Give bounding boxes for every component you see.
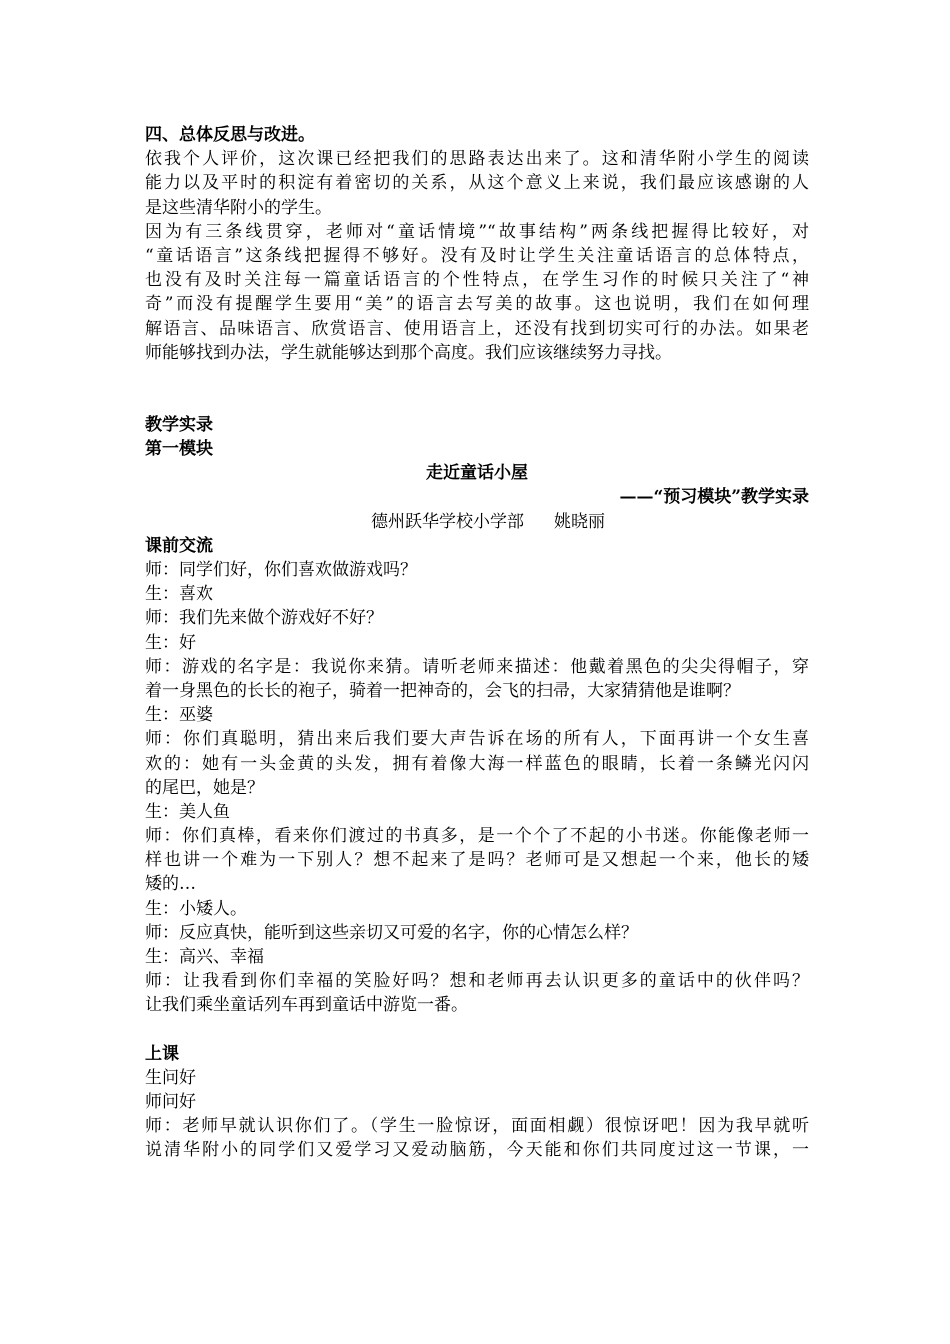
document-page	[145, 123, 809, 1163]
paragraph-line: 师：你们真棒，看来你们渡过的书真多，是一个个了不起的小书迷。你能像老师一	[145, 826, 809, 847]
dialogue-dwarf	[145, 824, 809, 897]
dialogue-line: 生：喜欢	[145, 584, 213, 605]
school-name: 德州跃华学校小学部	[371, 511, 524, 532]
paragraph-line: 师能够找到办法，学生就能够达到那个高度。我们应该继续努力寻找。	[145, 342, 672, 363]
paragraph-line: 师：老师早就认识你们了。（学生一脸惊讶，面面相觑）很惊讶吧！因为我早就听	[145, 1116, 809, 1137]
dialogue-train	[145, 969, 809, 1017]
paragraph-line: 师：游戏的名字是：我说你来猜。请听老师来描述：他戴着黑色的尖尖得帽子，穿	[145, 656, 809, 677]
dialogue-line: 师：同学们好，你们喜欢做游戏吗？	[145, 560, 417, 580]
dialogue-game	[145, 655, 809, 703]
author-name: 姚晓丽	[554, 511, 605, 532]
dialogue-line: 生：好	[145, 632, 196, 653]
dialogue-line: 生：巫婆	[145, 705, 213, 726]
dialogue-line: 师：反应真快，能听到这些亲切又可爱的名字，你的心情怎么样？	[145, 922, 638, 943]
module-heading: 第一模块	[145, 439, 213, 460]
pre-class-heading: 课前交流	[145, 535, 213, 556]
paragraph-line: 欢的：她有一头金黄的头发，拥有着像大海一样蓝色的眼睛，长着一条鳞光闪闪	[145, 753, 809, 774]
paragraph-three-lines	[145, 220, 809, 365]
paragraph-line: 是这些清华附小的学生。	[145, 197, 332, 218]
paragraph-line: 也没有及时关注每一篇童话语言的个性特点，在学生习作的时候只关注了“神	[145, 270, 809, 291]
dialogue-line: 生：美人鱼	[145, 801, 230, 822]
paragraph-evaluation	[145, 147, 809, 220]
paragraph-line: 师：让我看到你们幸福的笑脸好吗？想和老师再去认识更多的童话中的伙伴吗？	[145, 971, 809, 992]
lesson-title: 走近童话小屋	[426, 463, 528, 484]
dialogue-line: 生问好	[145, 1067, 196, 1088]
paragraph-line: 因为有三条线贯穿，老师对“童话情境”“故事结构”两条线把握得比较好，对	[145, 221, 809, 242]
class-heading: 上课	[145, 1043, 179, 1064]
dialogue-line: 生：小矮人。	[145, 898, 247, 919]
paragraph-line: 师：你们真聪明，猜出来后我们要大声告诉在场的所有人，下面再讲一个女生喜	[145, 729, 809, 750]
dialogue-line: 师：我们先来做个游戏好不好？	[145, 608, 383, 629]
paragraph-line: 解语言、品味语言、欣赏语言、使用语言上，还没有找到切实可行的办法。如果老	[145, 318, 809, 339]
paragraph-line: 依我个人评价，这次课已经把我们的思路表达出来了。这和清华附小学生的阅读	[145, 149, 809, 170]
paragraph-line: “童话语言”这条线把握得不够好。没有及时让学生关注童话语言的总体特点，	[145, 245, 809, 266]
teaching-record-heading: 教学实录	[145, 414, 213, 435]
paragraph-line: 样也讲一个难为一下别人？想不起来了是吗？老师可是又想起一个来，他长的矮	[145, 850, 809, 871]
dialogue-know-you	[145, 1114, 809, 1162]
paragraph-line: 奇”而没有提醒学生要用“美”的语言去写美的故事。这也说明，我们在如何理	[145, 294, 809, 315]
paragraph-line: 说清华附小的同学们又爱学习又爱动脑筋，今天能和你们共同度过这一节课，一	[145, 1140, 809, 1161]
lesson-subtitle: ——“预习模块”教学实录	[619, 487, 809, 508]
author-line	[145, 510, 809, 534]
dialogue-mermaid	[145, 727, 809, 800]
dialogue-line: 师问好	[145, 1091, 196, 1112]
paragraph-line: 着一身黑色的长长的袍子，骑着一把神奇的，会飞的扫帚，大家猜猜他是谁啊？	[145, 680, 740, 701]
paragraph-line: 能力以及平时的积淀有着密切的关系，从这个意义上来说，我们最应该感谢的人	[145, 173, 809, 194]
paragraph-line: 矮的…	[145, 874, 196, 895]
paragraph-line: 的尾巴，她是？	[145, 777, 264, 798]
paragraph-line: 让我们乘坐童话列车再到童话中游览一番。	[145, 995, 468, 1016]
section-heading-reflection: 四、总体反思与改进。	[145, 125, 315, 145]
dialogue-line: 生：高兴、幸福	[145, 947, 264, 967]
